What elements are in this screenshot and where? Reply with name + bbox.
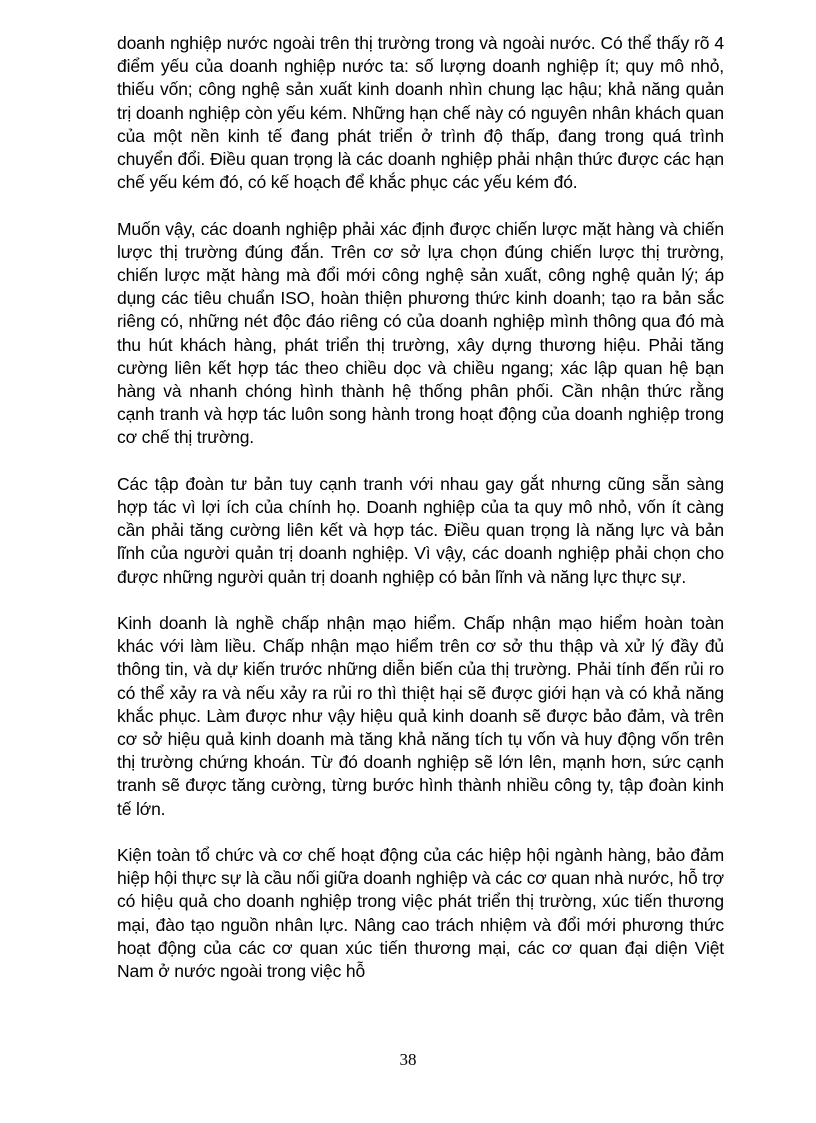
page-number: 38 xyxy=(399,1050,417,1069)
document-page-body xyxy=(117,32,724,1006)
paragraph-2: Muốn vậy, các doanh nghiệp phải xác định được chiến lược mặt hàng và chiến lược thị trường đúng đắn. Trên cơ sở lựa chọn đúng chiến lược thị trường, chiến lược mặt hàng mà đổi mới công nghệ sản xuất, công nghệ quản lý; áp dụng các tiêu chuẩn ISO, hoàn thiện phương thức kinh doanh; tạo ra bản sắc riêng có, những nét độc đáo riêng có của doanh nghiệp mình thông qua đó mà thu hút khách hàng, phát triển thị trường, xây dựng thương hiệu. Phải tăng cường liên kết hợp tác theo chiều dọc và chiều ngang; xác lập quan hệ bạn hàng và nhanh chóng hình thành hệ thống phân phối. Cần nhận thức rằng cạnh tranh và hợp tác luôn song hành trong hoạt động của doanh nghiệp trong cơ chế thị trường. xyxy=(117,218,724,448)
paragraph-3: Các tập đoàn tư bản tuy cạnh tranh với nhau gay gắt nhưng cũng sẵn sàng hợp tác vì lợi ích của chính họ. Doanh nghiệp của ta quy mô nhỏ, vốn ít càng cần phải tăng cường liên kết và hợp tác. Điều quan trọng là năng lực và bản lĩnh của người quản trị doanh nghiệp. Vì vậy, các doanh nghiệp phải chọn cho được những người quản trị doanh nghiệp có bản lĩnh và năng lực thực sự. xyxy=(117,473,724,587)
paragraph-4: Kinh doanh là nghề chấp nhận mạo hiểm. Chấp nhận mạo hiểm hoàn toàn khác với làm liều. Chấp nhận mạo hiểm trên cơ sở thu thập và xử lý đầy đủ thông tin, và dự kiến trước những diễn biến của thị trường. Phải tính đến rủi ro có thể xảy ra và nếu xảy ra rủi ro thì thiệt hại sẽ được giới hạn và có khả năng khắc phục. Làm được như vậy hiệu quả kinh doanh sẽ được bảo đảm, và trên cơ sở hiệu quả kinh doanh mà tăng khả năng tích tụ vốn và huy động vốn trên thị trường chứng khoán. Từ đó doanh nghiệp sẽ lớn lên, mạnh hơn, sức cạnh tranh sẽ được tăng cường, từng bước hình thành nhiều công ty, tập đoàn kinh tế lớn. xyxy=(117,613,724,819)
paragraph-5: Kiện toàn tổ chức và cơ chế hoạt động của các hiệp hội ngành hàng, bảo đảm hiệp hội thực sự là cầu nối giữa doanh nghiệp và các cơ quan nhà nước, hỗ trợ có hiệu quả cho doanh nghiệp trong việc phát triển thị trường, xúc tiến thương mại, đào tạo nguồn nhân lực. Nâng cao trách nhiệm và đổi mới phương thức hoạt động của các cơ quan xúc tiến thương mại, các cơ quan đại diện Việt Nam ở nước ngoài trong việc hỗ xyxy=(117,845,724,982)
paragraph-1: doanh nghiệp nước ngoài trên thị trường trong và ngoài nước. Có thể thấy rõ 4 điểm yếu của doanh nghiệp nước ta: số lượng doanh nghiệp ít; quy mô nhỏ, thiếu vốn; công nghệ sản xuất kinh doanh nhìn chung lạc hậu; khả năng quản trị doanh nghiệp còn yếu kém. Những hạn chế này có nguyên nhân khách quan của một nền kinh tế đang phát triển ở trình độ thấp, đang trong quá trình chuyển đổi. Điều quan trọng là các doanh nghiệp phải nhận thức được các hạn chế yếu kém đó, có kế hoạch để khắc phục các yếu kém đó. xyxy=(117,33,724,193)
